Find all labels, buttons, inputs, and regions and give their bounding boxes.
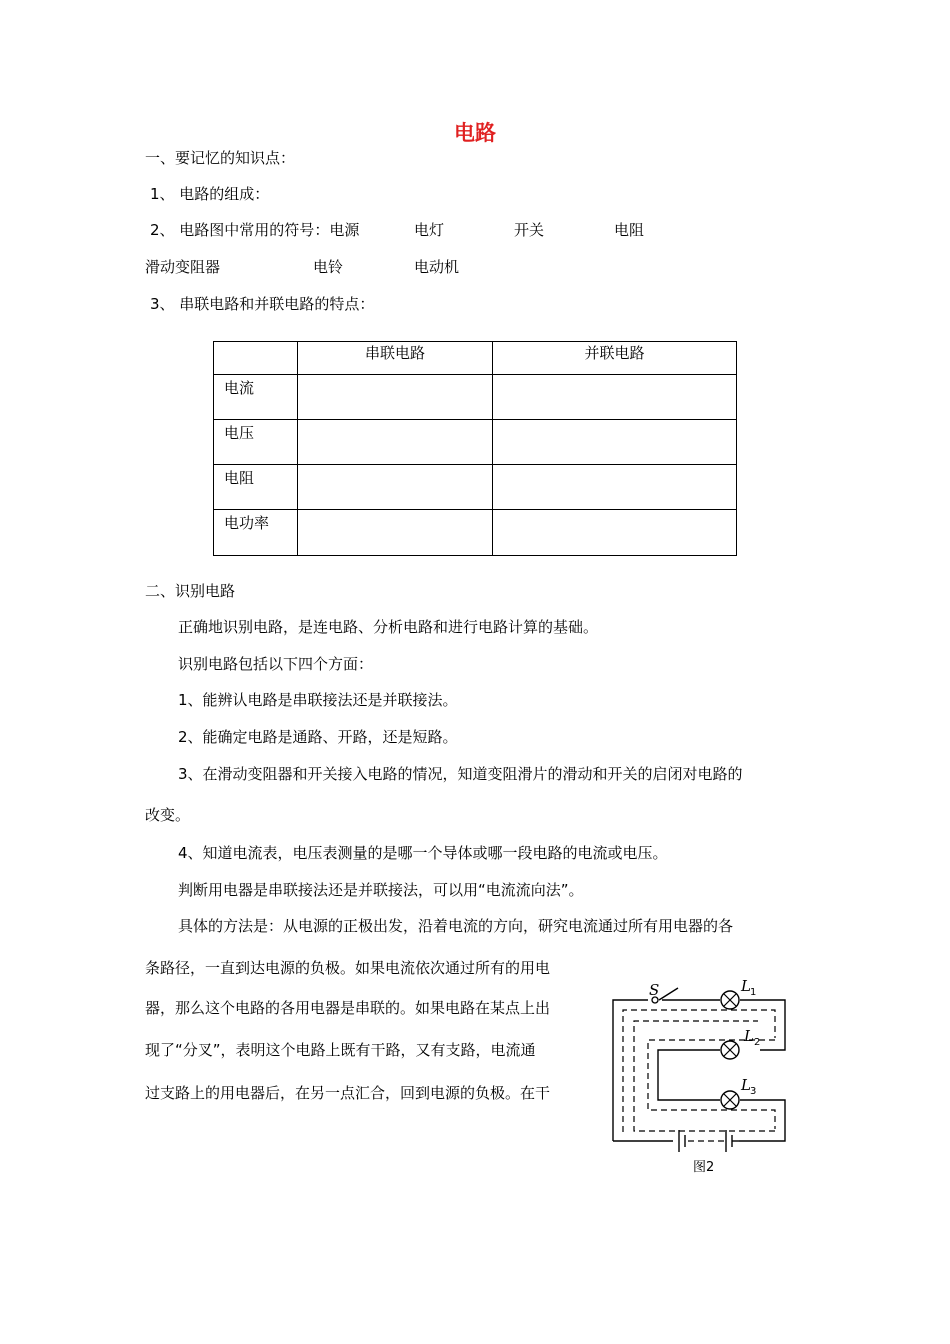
paragraph: 改变。	[145, 806, 191, 824]
paragraph: 器，那么这个电路的各用电器是串联的。如果电路在某点上出	[145, 999, 551, 1017]
lamp-l3-icon	[721, 1091, 739, 1109]
lamp-label-l2: L	[744, 1027, 754, 1045]
paragraph: 识别电路包括以下四个方面：	[178, 655, 374, 673]
paragraph: 正确地识别电路，是连电路、分析电路和进行电路计算的基础。	[178, 618, 599, 636]
table-cell	[298, 510, 493, 556]
lamp-subscript-3: 3	[750, 1086, 757, 1097]
table-row	[214, 510, 737, 556]
row-label-power: 电功率	[214, 510, 298, 556]
paragraph: 3、在滑动变阻器和开关接入电路的情况，知道变阻滑片的滑动和开关的启闭对电路的	[178, 765, 743, 783]
symbol-switch: 开关	[514, 221, 545, 239]
lamp-l2-icon	[721, 1041, 739, 1059]
lamp-subscript-2: 2	[754, 1037, 761, 1048]
item-series-parallel: 3、 串联电路和并联电路的特点：	[150, 295, 375, 313]
item-symbols: 2、 电路图中常用的符号：电源	[150, 221, 360, 239]
table-row	[214, 465, 737, 510]
section1-heading: 一、要记忆的知识点：	[145, 149, 296, 167]
symbol-lamp: 电灯	[414, 221, 445, 239]
lamp-label-l1: L	[741, 978, 751, 995]
table-cell	[493, 510, 737, 556]
symbol-resistor: 电阻	[614, 221, 645, 239]
table-row	[214, 420, 737, 465]
symbol-rheostat: 滑动变阻器	[145, 258, 221, 276]
table-header-parallel: 并联电路	[493, 342, 737, 375]
paragraph: 1、能辨认电路是串联接法还是并联接法。	[178, 691, 458, 709]
paragraph: 4、知道电流表，电压表测量的是哪一个导体或哪一段电路的电流或电压。	[178, 844, 668, 862]
row-label-current: 电流	[214, 375, 298, 420]
figure-caption: 图2	[693, 1160, 715, 1175]
paragraph: 条路径，一直到达电源的负极。如果电流依次通过所有的用电	[145, 959, 551, 977]
table-cell	[298, 465, 493, 510]
table-row	[214, 375, 737, 420]
paragraph: 现了“分叉”，表明这个电路上既有干路，又有支路，电流通	[145, 1041, 536, 1059]
switch-label: S	[649, 981, 660, 999]
table-header-series: 串联电路	[298, 342, 493, 375]
table-cell	[298, 420, 493, 465]
paragraph: 具体的方法是：从电源的正极出发，沿着电流的方向，研究电流通过所有用电器的各	[178, 917, 734, 935]
row-label-voltage: 电压	[214, 420, 298, 465]
symbol-bell: 电铃	[313, 258, 344, 276]
section2-heading: 二、识别电路	[145, 582, 236, 600]
table-corner-cell	[214, 342, 298, 375]
table-cell	[493, 375, 737, 420]
symbol-motor: 电动机	[414, 258, 460, 276]
row-label-resistance: 电阻	[214, 465, 298, 510]
paragraph: 2、能确定电路是通路、开路，还是短路。	[178, 728, 458, 746]
table-cell	[298, 375, 493, 420]
lamp-l1-icon	[721, 991, 739, 1009]
item-circuit-composition: 1、 电路的组成：	[150, 185, 270, 203]
table-cell	[493, 465, 737, 510]
paragraph: 判断用电器是串联接法还是并联接法，可以用“电流流向法”。	[178, 881, 584, 899]
comparison-table	[213, 341, 737, 556]
table-header-row	[214, 342, 737, 375]
lamp-subscript-1: 1	[750, 987, 757, 998]
table-cell	[493, 420, 737, 465]
lamp-label-l3: L	[741, 1076, 751, 1094]
circuit-diagram	[608, 978, 798, 1176]
page-title: 电路	[454, 121, 496, 145]
paragraph: 过支路上的用电器后，在另一点汇合，回到电源的负极。在干	[145, 1084, 551, 1102]
